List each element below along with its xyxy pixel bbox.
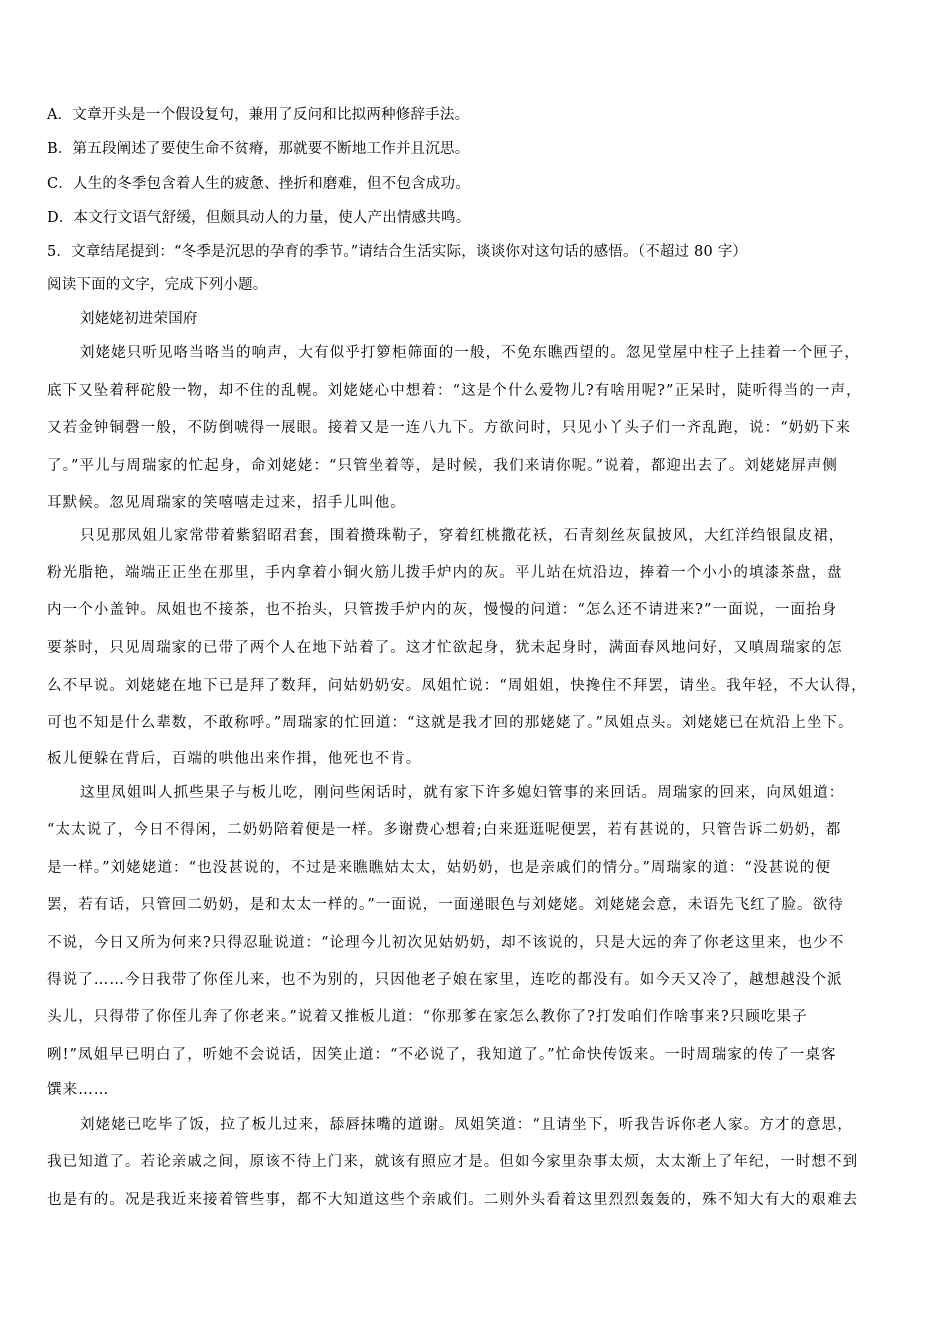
passage-line: 得说了……今日我带了你侄儿来，也不为别的，只因他老子娘在家里，连吃的都没有。如今天又冷了，越想越没个派 [47, 972, 843, 988]
option-d: D．本文行文语气舒缓，但颇具动人的力量，使人产出情感共鸣。 [47, 210, 471, 226]
option-a: A．文章开头是一个假设复句，兼用了反问和比拟两种修辞手法。 [47, 107, 470, 123]
passage-line: 耳默候。忽见周瑞家的笑嘻嘻走过来，招手儿叫他。 [47, 495, 406, 511]
passage-line: 咧!”凤姐早已明白了，听她不会说话，因笑止道：“不必说了，我知道了。”忙命快传饭来。一时周瑞家的传了一桌客 [47, 1047, 837, 1063]
passage-line: 不说，今日又所为何来?只得忍耻说道：“论理今儿初次见姑奶奶，却不该说的，只是大远的奔了你老这里来，也少不 [47, 935, 845, 951]
passage-line: 刘姥姥已吃毕了饭，拉了板儿过来，舔唇抹嘴的道谢。凤姐笑道：“且请坐下，听我告诉你老人家。方才的意思， [80, 1117, 853, 1133]
passage-line: 这里凤姐叫人抓些果子与板儿吃，刚问些闲话时，就有家下许多媳妇管事的来回话。周瑞家的回来，向凤姐道： [80, 785, 845, 801]
passage-line: 头儿，只得带了你侄儿奔了你老来。”说着又推板儿道：“你那爹在家怎么教你了?打发咱们作啥事来?只顾吃果子 [47, 1009, 808, 1025]
passage-line: 么不早说。刘姥姥在地下已是拜了数拜，问姑奶奶安。凤姐忙说：“周姐姐，快搀住不拜罢，请坐。我年轻，不大认得， [47, 678, 867, 694]
passage-line: 要茶时，只见周瑞家的已带了两个人在地下站着了。这才忙欲起身，犹未起身时，满面春风地问好，又嗔周瑞家的怎 [47, 640, 843, 656]
question-5: 5．文章结尾提到：“冬季是沉思的孕育的季节。”请结合生活实际，谈谈你对这句话的感悟。（不超过 80 字） [47, 244, 748, 260]
reading-instruction: 阅读下面的文字，完成下列小题。 [47, 277, 268, 293]
passage-line: 也是有的。况是我近来接着管些事，都不大知道这些个亲戚们。二则外头看着这里烈烈轰轰的，殊不知大有大的艰难去 [47, 1192, 859, 1208]
option-b: B．第五段阐述了要使生命不贫瘠，那就要不断地工作并且沉思。 [47, 141, 470, 157]
passage-line: 罢，若有话，只管回二奶奶，是和太太一样的。”一面说，一面递眼色与刘姥姥。刘姥姥会意，未语先飞红了脸。欲待 [47, 897, 844, 913]
passage-line: 粉光脂艳，端端正正坐在那里，手内拿着小铜火筋儿拨手炉内的灰。平儿站在炕沿边，捧着一个小小的填漆茶盘，盘 [47, 565, 843, 581]
passage-line: 底下又坠着秤砣般一物，却不住的乱幌。刘姥姥心中想着：“这是个什么爱物儿?有啥用呢?”正呆时，陡听得当的一声， [47, 383, 862, 399]
passage-line: 是一样。”刘姥姥道：“也没甚说的，不过是来瞧瞧姑太太，姑奶奶，也是亲戚们的情分。”周瑞家的道：“没甚说的便 [47, 860, 831, 876]
passage-line: 可也不知是什么辈数，不敢称呼。”周瑞家的忙回道：“这就是我才回的那姥姥了。”凤姐点头。刘姥姥已在炕沿上坐下。 [47, 715, 854, 731]
passage-line: “太太说了，今日不得闲，二奶奶陪着便是一样。多谢费心想着;白来逛逛呢便罢，若有甚说的，只管告诉二奶奶，都 [47, 822, 842, 838]
passage-line: 我已知道了。若论亲戚之间，原该不待上门来，就该有照应才是。但如今家里杂事太烦，太太渐上了年纪，一时想不到 [47, 1154, 859, 1170]
passage-line: 馔来…… [47, 1082, 110, 1098]
passage-title: 刘姥姥初进荣国府 [80, 311, 198, 327]
passage-line: 板儿便躲在背后，百端的哄他出来作揖，他死也不肯。 [47, 751, 422, 767]
option-c: C．人生的冬季包含着人生的疲惫、挫折和磨难，但不包含成功。 [47, 176, 470, 192]
passage-line: 只见那凤姐儿家常带着紫貂昭君套，围着攒珠勒子，穿着红桃撒花袄，石青刻丝灰鼠披风，大红洋绉银鼠皮裙， [80, 528, 845, 544]
passage-line: 内一个小盖钟。凤姐也不接茶，也不抬头，只管拨手炉内的灰，慢慢的问道：“怎么还不请进来?”一面说，一面抬身 [47, 602, 838, 618]
passage-line: 刘姥姥只听见咯当咯当的响声，大有似乎打箩柜筛面的一般，不免东瞧西望的。忽见堂屋中柱子上挂着一个匣子， [80, 345, 860, 361]
passage-line: 了。”平儿与周瑞家的忙起身，命刘姥姥：“只管坐着等，是时候，我们来请你呢。”说着，都迎出去了。刘姥姥屏声侧 [47, 458, 839, 474]
passage-line: 又若金钟铜磬一般，不防倒唬得一展眼。接着又是一连八九下。方欲问时，只见小丫头子们一齐乱跑，说：“奶奶下来 [47, 420, 852, 436]
